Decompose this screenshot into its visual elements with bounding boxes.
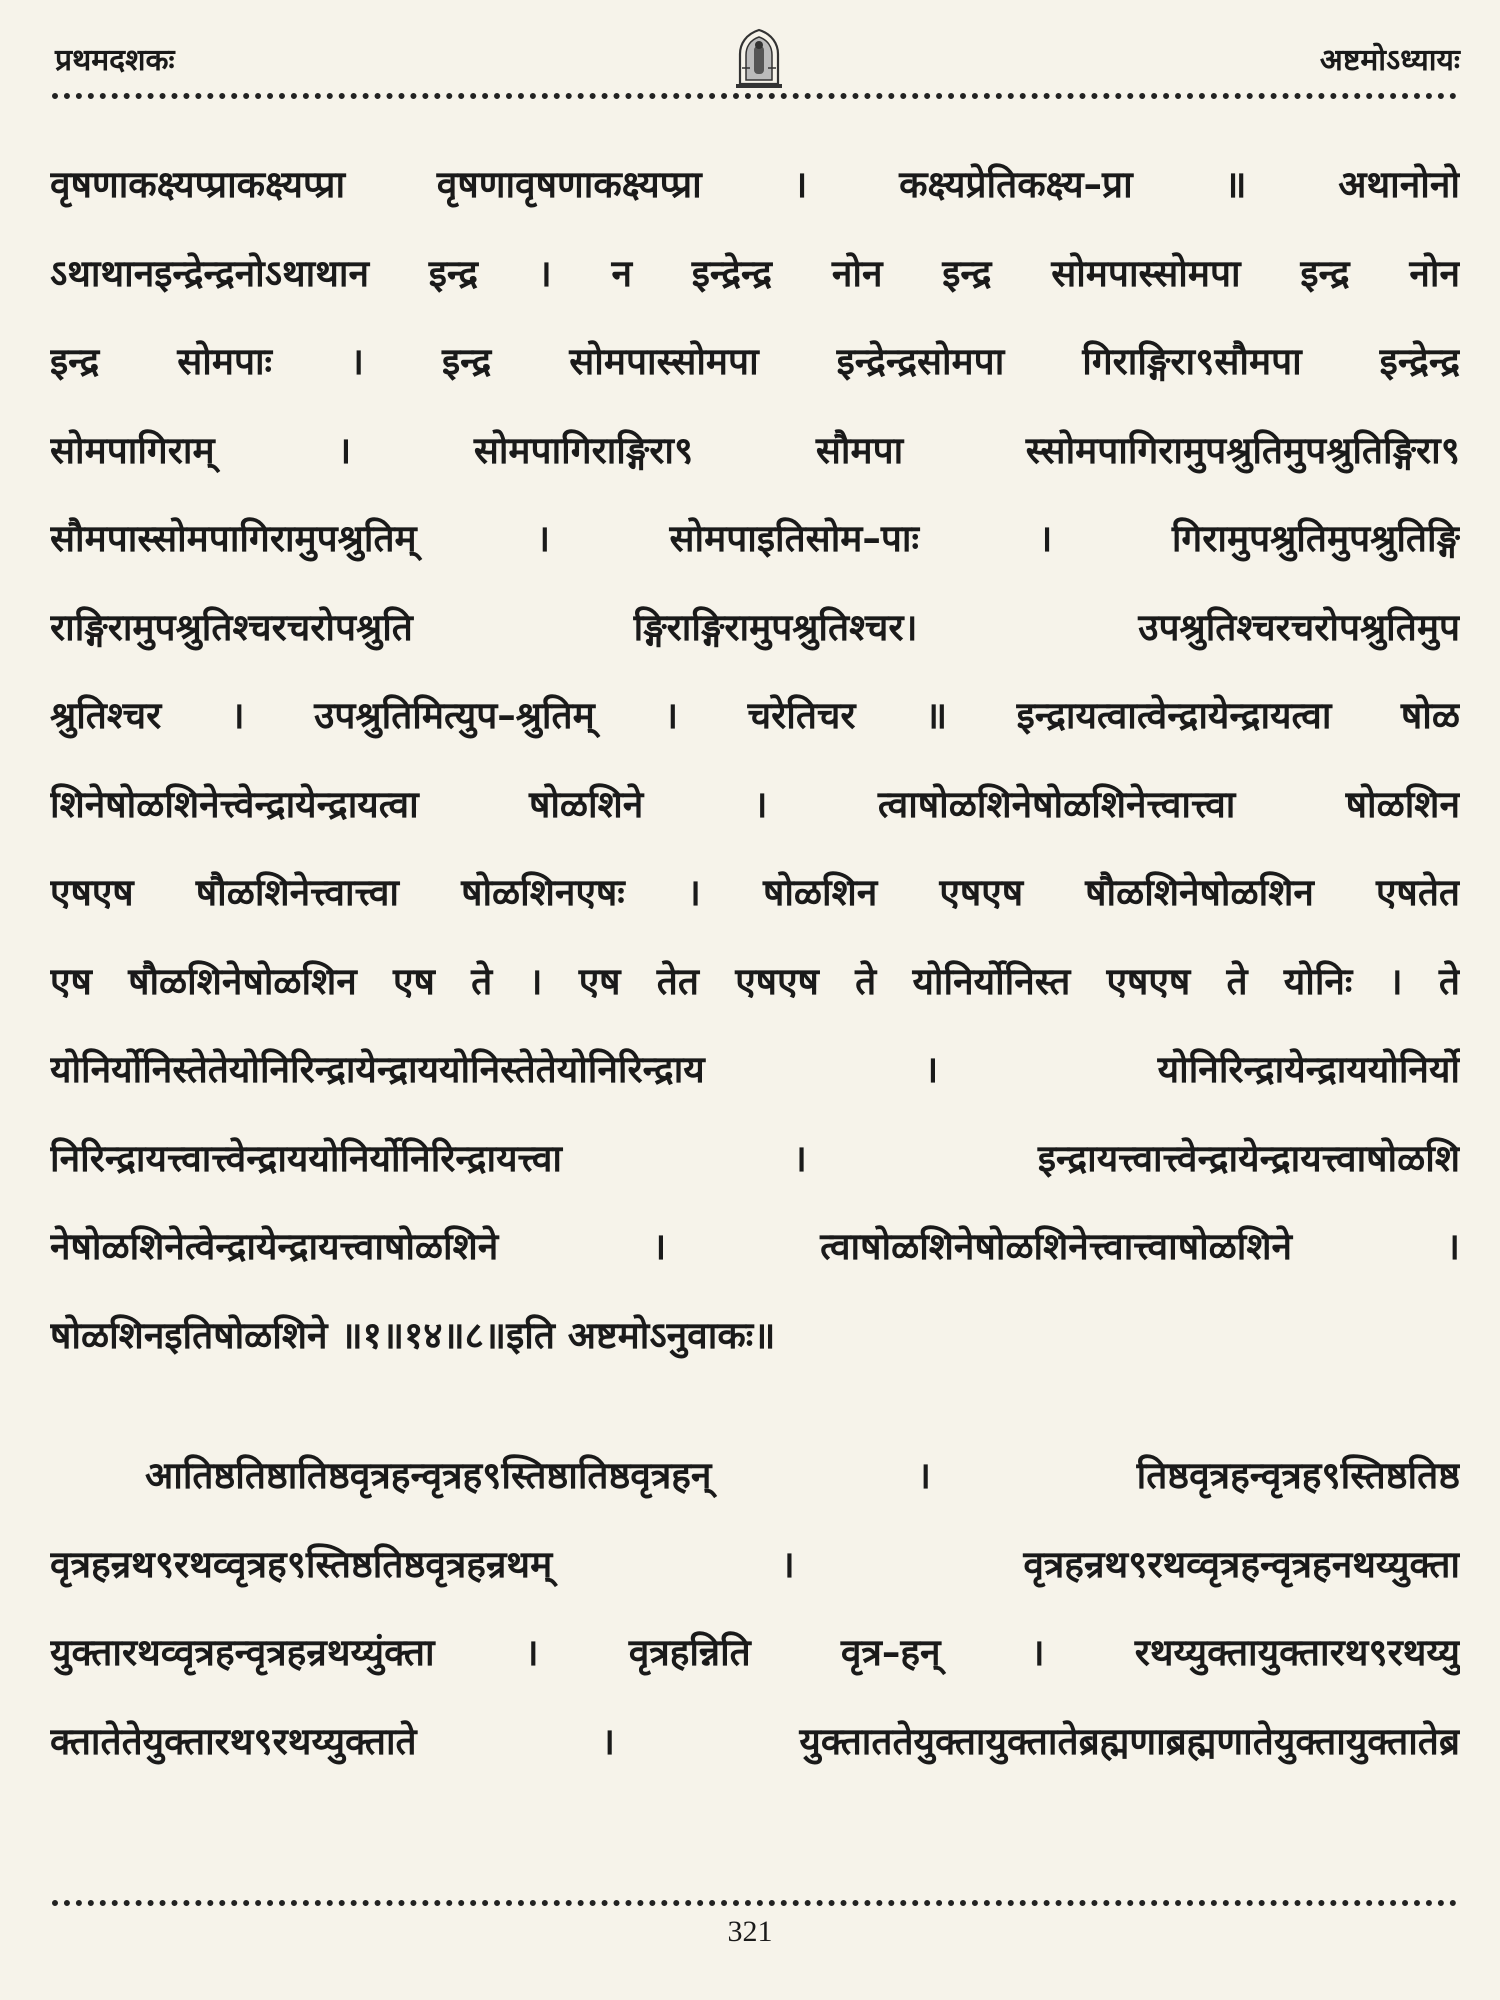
verse-text [50, 155, 1460, 1800]
text-line: क्तातेतेयुक्तारथ९रथय्युक्ताते । युक्ताततेयुक्तायुक्तातेब्रह्मणाब्रह्मणातेयुक्तायुक्तातेब्र [50, 1719, 1460, 1763]
chapter-title: अष्टमोऽध्यायः [1319, 43, 1460, 78]
text-line: नेषोळशिनेत्वेन्द्रायेन्द्रायत्त्वाषोळशिने । त्वाषोळशिनेषोळशिनेत्त्वात्त्वाषोळशिने । [50, 1225, 1460, 1268]
text-line: सोमपागिराम् । सोमपागिराङ्गिरा९ सौमपा स्सोमपागिरामुपश्रुतिमुपश्रुतिङ्गिरा९ [50, 428, 1460, 472]
text-line: सौमपास्सोमपागिरामुपश्रुतिम् । सोमपाइतिसोम–पाः । गिरामुपश्रुतिमुपश्रुतिङ्गि [50, 517, 1460, 560]
text-line: वृषणाकक्ष्यप्प्राकक्ष्यप्प्रा वृषणावृषणाकक्ष्यप्प्रा । कक्ष्यप्रेतिकक्ष्य–प्रा ॥ अथानोनो [50, 163, 1460, 206]
text-line: शिनेषोळशिनेत्त्वेन्द्रायेन्द्रायत्वा षोळशिने । त्वाषोळशिनेषोळशिनेत्त्वात्त्वा षोळशिन [50, 782, 1460, 826]
page-header [55, 30, 1460, 90]
text-line: इन्द्र सोमपाः । इन्द्र सोमपास्सोमपा इन्द्रेन्द्रसोमपा गिराङ्गिरा९सौमपा इन्द्रेन्द्र [50, 340, 1460, 383]
text-line: श्रुतिश्चर । उपश्रुतिमित्युप–श्रुतिम् । चरेतिचर ॥ इन्द्रायत्वात्वेन्द्रायेन्द्रायत्वा षोळ [50, 694, 1460, 737]
paragraph-gap [50, 1394, 1460, 1446]
text-line: षोळशिनइतिषोळशिने ॥१॥१४॥८॥इति अष्टमोऽनुवाकः॥ [50, 1313, 776, 1357]
text-line: ऽथाथानइन्द्रेन्द्रनोऽथाथान इन्द्र । न इन्द्रेन्द्र नोन इन्द्र सोमपास्सोमपा इन्द्र नोन [50, 251, 1460, 295]
text-line: वृत्रहन्रथ९रथव्वृत्रह९स्तिष्ठतिष्ठवृत्रहन्रथम् । वृत्रहन्रथ९रथव्वृत्रहन्वृत्रहनथय्युक्ता [50, 1542, 1460, 1586]
text-line: युक्तारथव्वृत्रहन्वृत्रहन्रथय्युंक्ता । वृत्रहन्निति वृत्र–हन् । रथय्युक्तायुक्तारथ९रथय्यु [50, 1631, 1460, 1674]
section-title: प्रथमदशकः [55, 43, 175, 78]
header-divider [52, 93, 1457, 99]
text-line: योनिर्योनिस्तेतेयोनिरिन्द्रायेन्द्राययोनिस्तेतेयोनिरिन्द्राय । योनिरिन्द्रायेन्द्राययोनिर्यो [50, 1048, 1460, 1091]
page-number: 321 [727, 1915, 773, 1948]
text-line: राङ्गिरामुपश्रुतिश्चरचरोपश्रुति ङ्गिराङ्गिरामुपश्रुतिश्चर। उपश्रुतिश्चरचरोपश्रुतिमुप [50, 605, 1460, 649]
temple-emblem-icon [732, 28, 786, 90]
text-line: एषएष षौळशिनेत्त्वात्त्वा षोळशिनएषः । षोळशिन एषएष षौळशिनेषोळशिन एषतेत [50, 871, 1460, 914]
text-line: एष षौळशिनेषोळशिन एष ते । एष तेत एषएष ते योनिर्योनिस्त एषएष ते योनिः । ते [50, 959, 1460, 1003]
footer-divider [52, 1900, 1457, 1906]
text-line: निरिन्द्रायत्त्वात्त्वेन्द्राययोनिर्योनिरिन्द्रायत्त्वा । इन्द्रायत्त्वात्त्वेन्द्रायेन्द्रायत्त्वाषोळशि [50, 1136, 1460, 1180]
text-line: आतिष्ठतिष्ठातिष्ठवृत्रहन्वृत्रह९स्तिष्ठातिष्ठवृत्रहन् । तिष्ठवृत्रहन्वृत्रह९स्तिष्ठतिष्ठ [145, 1454, 1460, 1497]
